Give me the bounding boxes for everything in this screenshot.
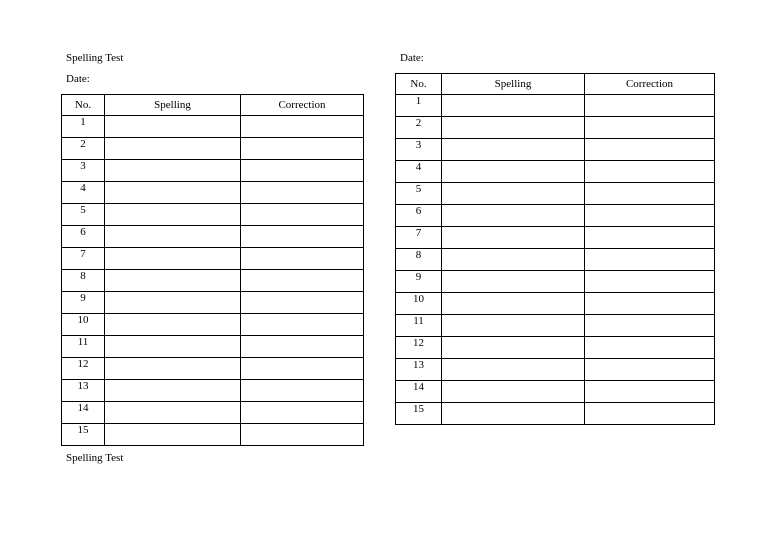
correction-cell[interactable] — [241, 380, 364, 402]
left-sheet-footer: Spelling Test — [66, 452, 124, 464]
row-number: 5 — [396, 183, 442, 205]
left-sheet-date-label: Date: — [66, 73, 90, 85]
row-number: 10 — [396, 293, 442, 315]
spelling-cell[interactable] — [442, 403, 585, 425]
correction-cell[interactable] — [585, 205, 715, 227]
spelling-cell[interactable] — [105, 138, 241, 160]
header-no: No. — [396, 74, 442, 95]
spelling-cell[interactable] — [442, 271, 585, 293]
row-number: 6 — [396, 205, 442, 227]
row-number: 11 — [396, 315, 442, 337]
right-sheet-date-label: Date: — [400, 52, 424, 64]
row-number: 7 — [396, 227, 442, 249]
table-row — [396, 183, 715, 205]
spelling-cell[interactable] — [105, 226, 241, 248]
correction-cell[interactable] — [241, 226, 364, 248]
row-number: 6 — [62, 226, 105, 248]
table-row — [62, 204, 364, 226]
spelling-cell[interactable] — [442, 293, 585, 315]
header-spelling: Spelling — [105, 95, 241, 116]
row-number: 8 — [396, 249, 442, 271]
spelling-cell[interactable] — [105, 380, 241, 402]
correction-cell[interactable] — [241, 182, 364, 204]
left-spelling-table — [61, 94, 364, 446]
spelling-cell[interactable] — [442, 337, 585, 359]
table-row — [62, 270, 364, 292]
spelling-cell[interactable] — [442, 117, 585, 139]
row-number: 1 — [62, 116, 105, 138]
table-row — [62, 314, 364, 336]
correction-cell[interactable] — [241, 336, 364, 358]
table-row — [396, 205, 715, 227]
spelling-cell[interactable] — [105, 358, 241, 380]
correction-cell[interactable] — [585, 403, 715, 425]
table-row — [396, 293, 715, 315]
row-number: 5 — [62, 204, 105, 226]
spelling-cell[interactable] — [442, 359, 585, 381]
row-number: 1 — [396, 95, 442, 117]
row-number: 15 — [62, 424, 105, 446]
spelling-cell[interactable] — [105, 116, 241, 138]
correction-cell[interactable] — [585, 381, 715, 403]
table-row — [62, 116, 364, 138]
row-number: 11 — [62, 336, 105, 358]
spelling-cell[interactable] — [442, 95, 585, 117]
correction-cell[interactable] — [241, 314, 364, 336]
spelling-cell[interactable] — [105, 402, 241, 424]
correction-cell[interactable] — [585, 315, 715, 337]
correction-cell[interactable] — [585, 249, 715, 271]
table-row — [62, 182, 364, 204]
spelling-cell[interactable] — [105, 424, 241, 446]
table-row — [396, 271, 715, 293]
row-number: 8 — [62, 270, 105, 292]
table-row — [396, 161, 715, 183]
row-number: 12 — [396, 337, 442, 359]
row-number: 15 — [396, 403, 442, 425]
row-number: 9 — [396, 271, 442, 293]
row-number: 4 — [62, 182, 105, 204]
header-no: No. — [62, 95, 105, 116]
spelling-cell[interactable] — [105, 248, 241, 270]
table-row — [396, 315, 715, 337]
table-row — [396, 403, 715, 425]
row-number: 10 — [62, 314, 105, 336]
row-number: 13 — [396, 359, 442, 381]
spelling-cell[interactable] — [105, 314, 241, 336]
correction-cell[interactable] — [585, 139, 715, 161]
correction-cell[interactable] — [241, 270, 364, 292]
table-row — [396, 337, 715, 359]
correction-cell[interactable] — [585, 359, 715, 381]
row-number: 12 — [62, 358, 105, 380]
table-row — [62, 292, 364, 314]
row-number: 14 — [396, 381, 442, 403]
table-row — [396, 381, 715, 403]
row-number: 3 — [62, 160, 105, 182]
spelling-cell[interactable] — [105, 204, 241, 226]
row-number: 4 — [396, 161, 442, 183]
table-row — [62, 402, 364, 424]
correction-cell[interactable] — [585, 293, 715, 315]
spelling-cell[interactable] — [105, 160, 241, 182]
spelling-cell[interactable] — [442, 161, 585, 183]
table-row — [396, 249, 715, 271]
correction-cell[interactable] — [241, 358, 364, 380]
table-header-row — [62, 95, 364, 116]
correction-cell[interactable] — [241, 292, 364, 314]
right-spelling-table — [395, 73, 715, 425]
table-row — [62, 336, 364, 358]
correction-cell[interactable] — [241, 160, 364, 182]
header-correction: Correction — [241, 95, 364, 116]
header-spelling: Spelling — [442, 74, 585, 95]
correction-cell[interactable] — [585, 227, 715, 249]
table-row — [62, 226, 364, 248]
left-sheet-title: Spelling Test — [66, 52, 124, 64]
table-row — [62, 358, 364, 380]
table-row — [396, 117, 715, 139]
correction-cell[interactable] — [585, 117, 715, 139]
row-number: 9 — [62, 292, 105, 314]
table-row — [62, 160, 364, 182]
correction-cell[interactable] — [585, 337, 715, 359]
table-header-row — [396, 74, 715, 95]
row-number: 7 — [62, 248, 105, 270]
correction-cell[interactable] — [241, 116, 364, 138]
spelling-cell[interactable] — [105, 292, 241, 314]
table-row — [396, 139, 715, 161]
row-number: 13 — [62, 380, 105, 402]
table-row — [62, 138, 364, 160]
row-number: 3 — [396, 139, 442, 161]
correction-cell[interactable] — [241, 204, 364, 226]
spelling-cell[interactable] — [105, 182, 241, 204]
spelling-cell[interactable] — [442, 381, 585, 403]
spelling-cell[interactable] — [442, 249, 585, 271]
right-table-body — [396, 95, 715, 425]
table-row — [62, 424, 364, 446]
left-table-body — [62, 116, 364, 446]
table-row — [62, 380, 364, 402]
table-row — [396, 227, 715, 249]
table-row — [62, 248, 364, 270]
header-correction: Correction — [585, 74, 715, 95]
spelling-cell[interactable] — [442, 315, 585, 337]
correction-cell[interactable] — [241, 248, 364, 270]
spelling-cell[interactable] — [442, 139, 585, 161]
correction-cell[interactable] — [241, 138, 364, 160]
row-number: 2 — [62, 138, 105, 160]
correction-cell[interactable] — [585, 161, 715, 183]
correction-cell[interactable] — [585, 95, 715, 117]
spelling-cell[interactable] — [442, 205, 585, 227]
spelling-cell[interactable] — [105, 270, 241, 292]
correction-cell[interactable] — [585, 183, 715, 205]
correction-cell[interactable] — [585, 271, 715, 293]
correction-cell[interactable] — [241, 424, 364, 446]
table-row — [396, 95, 715, 117]
spelling-cell[interactable] — [442, 183, 585, 205]
row-number: 2 — [396, 117, 442, 139]
correction-cell[interactable] — [241, 402, 364, 424]
spelling-cell[interactable] — [105, 336, 241, 358]
row-number: 14 — [62, 402, 105, 424]
table-row — [396, 359, 715, 381]
spelling-cell[interactable] — [442, 227, 585, 249]
